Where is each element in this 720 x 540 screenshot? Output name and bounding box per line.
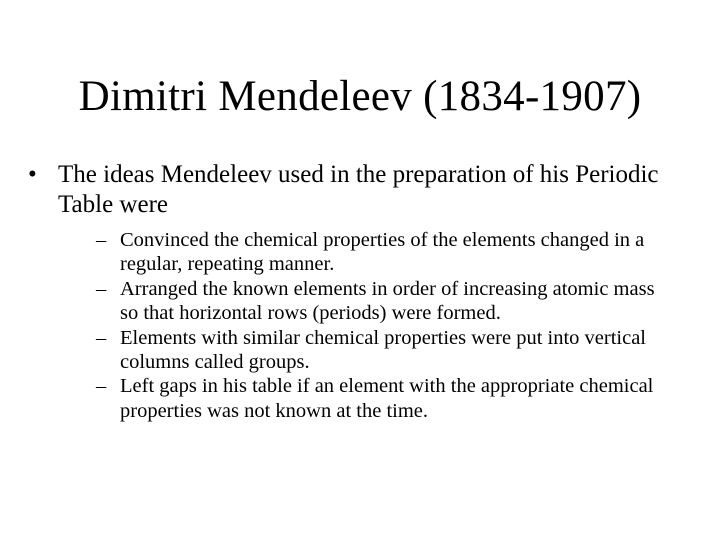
sub-bullet-list — [96, 228, 660, 423]
slide-title: Dimitri Mendeleev (1834‑1907) — [78, 73, 642, 120]
sub-bullet-text: Elements with similar chemical properties were put into vertical columns called groups. — [120, 326, 646, 374]
bullet-marker: • — [28, 161, 37, 188]
sub-bullet — [96, 277, 660, 326]
sub-bullet-text: Convinced the chemical properties of the elements changed in a regular, repeating manner. — [120, 229, 645, 276]
sub-bullet-marker: – — [96, 375, 107, 398]
sub-bullet-marker: – — [96, 229, 107, 251]
sub-bullet — [96, 374, 660, 423]
sub-bullet-text: Left gaps in his table if an element with the appropriate chemical properties was not known at the time. — [120, 375, 654, 422]
sub-bullet — [96, 326, 660, 375]
sub-bullet-marker: – — [96, 277, 107, 300]
sub-bullet — [96, 228, 660, 277]
main-bullet — [28, 160, 678, 220]
sub-bullet-text: Arranged the known elements in order of increasing atomic mass so that horizontal rows (periods) were formed. — [120, 277, 655, 325]
main-bullet-text: The ideas Mendeleev used in the preparation of his Periodic Table were — [58, 161, 659, 218]
sub-bullet-marker: – — [96, 326, 107, 349]
